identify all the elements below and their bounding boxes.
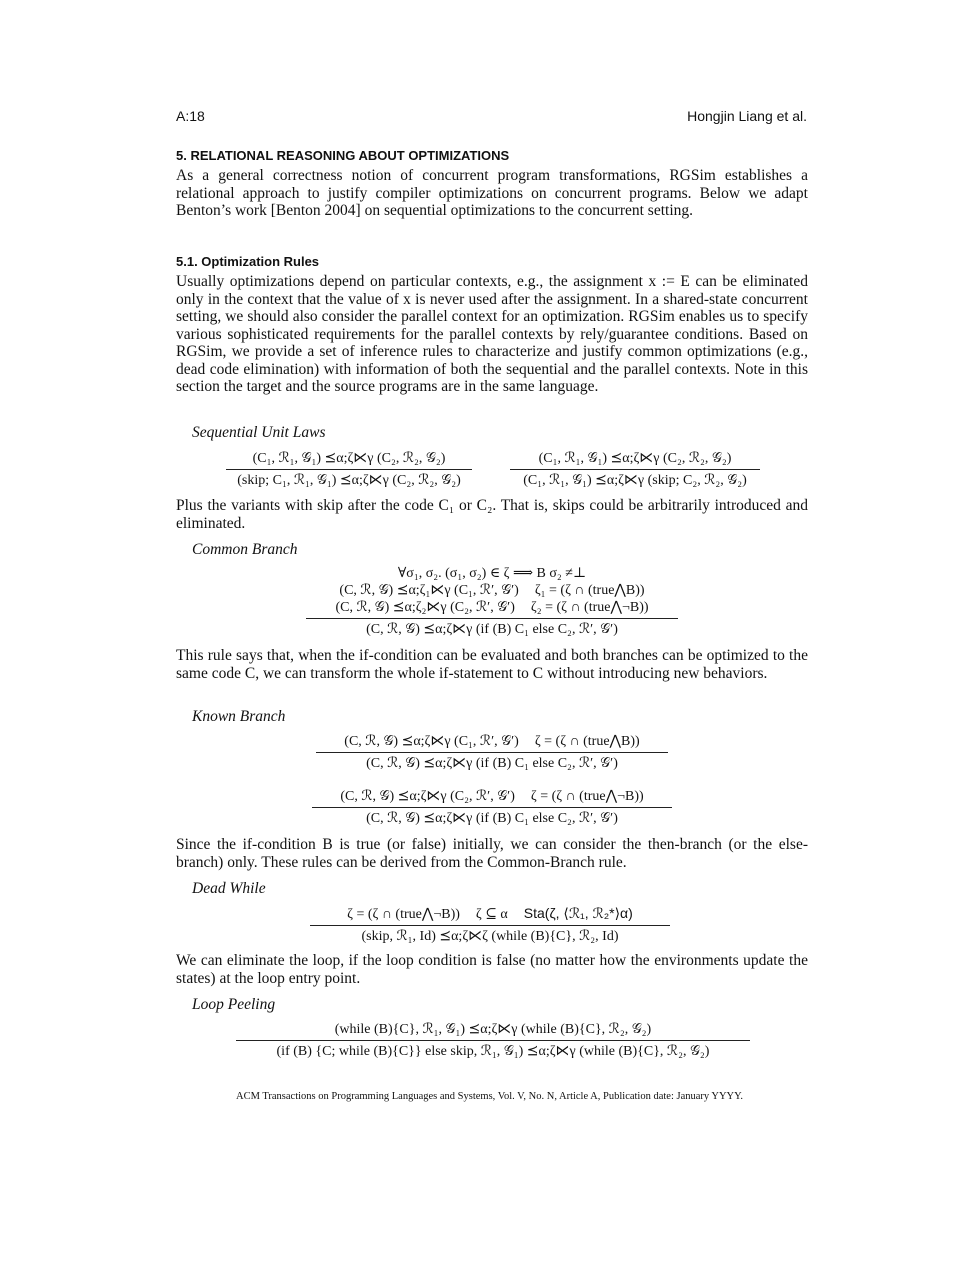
rule-sequential-unit-right: [510, 450, 760, 489]
rule-premise-row: [306, 582, 678, 599]
rule-conclusion: (C, ℛ, 𝒢) ⪯α;ζ⋉γ (if (B) C₁ else C₂, ℛ′, 𝒢′): [366, 756, 618, 771]
rule-conclusion: (C₁, ℛ₁, 𝒢₁) ⪯α;ζ⋉γ (skip; C₂, ℛ₂, 𝒢₂): [523, 473, 747, 488]
rule-name-sequential-unit: Sequential Unit Laws: [192, 424, 326, 441]
rule-sequential-unit-left: [226, 450, 472, 489]
inference-line: [310, 925, 670, 926]
rule-name-dead-while: Dead While: [192, 880, 266, 897]
rule-conclusion: (C, ℛ, 𝒢) ⪯α;ζ⋉γ (if (B) C₁ else C₂, ℛ′, 𝒢′): [366, 622, 618, 637]
rule-loop-peeling: [236, 1021, 750, 1060]
rule-known-branch-false: [312, 788, 672, 827]
rule-dead-while: [310, 905, 670, 945]
page-number: A:18: [176, 108, 205, 124]
rule-known-branch-true: [316, 733, 668, 772]
subsection-body: Usually optimizations depend on particular contexts, e.g., the assignment x := E can be eliminated only in the context that the value of x is never used after the assignment. In a shared-state concurrent setting, we should also consider the parallel context for an optimization. RGSim enables us to specify various sophisticated requirements for the parallel contexts by rely/guarantee conditions. Based on RGSim, we provide a set of inference rules to characterize and justify common optimizations (e.g., dead code elimination) with information of both the sequential and the parallel contexts. Note in this section the target and the source programs are in the same language.: [176, 273, 808, 395]
rule-side-condition: ζ = (ζ ∩ (true⋀B)): [534, 734, 640, 749]
rule-side-condition: ζ₁ = (ζ ∩ (true⋀B)): [534, 583, 645, 598]
paragraph-after-known: Since the if-condition B is true (or false) initially, we can consider the then-branch (or the else-branch) only. These rules can be derived from the Common-Branch rule.: [176, 836, 808, 871]
paragraph-after-dead: We can eliminate the loop, if the loop condition is false (no matter how the environments update the states) at the loop entry point.: [176, 952, 808, 987]
rule-premise-row: [316, 733, 668, 750]
section-title: 5. RELATIONAL REASONING ABOUT OPTIMIZATIONS: [176, 148, 510, 163]
rule-conclusion: (skip; C₁, ℛ₁, 𝒢₁) ⪯α;ζ⋉γ (C₂, ℛ₂, 𝒢₂): [237, 473, 461, 488]
rule-premise: (C, ℛ, 𝒢) ⪯α;ζ₁⋉γ (C₁, ℛ′, 𝒢′): [339, 583, 519, 598]
rule-premise: Sta(ζ, ⟨ℛ₁, ℛ₂*⟩α): [523, 905, 633, 921]
rule-premise: (C₁, ℛ₁, 𝒢₁) ⪯α;ζ⋉γ (C₂, ℛ₂, 𝒢₂): [252, 451, 446, 466]
rule-premise: (while (B){C}, ℛ₁, 𝒢₁) ⪯α;ζ⋉γ (while (B){C}, ℛ₂, 𝒢₂): [334, 1022, 652, 1037]
rule-name-common-branch: Common Branch: [192, 541, 298, 558]
rule-premise: (C, ℛ, 𝒢) ⪯α;ζ⋉γ (C₂, ℛ′, 𝒢′): [340, 789, 515, 804]
paragraph-after-common: This rule says that, when the if-condition can be evaluated and both branches can be optimized to the same code C, we can transform the whole if-statement to C without introducing new behaviors.: [176, 647, 808, 682]
rule-conclusion: (C, ℛ, 𝒢) ⪯α;ζ⋉γ (if (B) C₁ else C₂, ℛ′, 𝒢′): [366, 811, 618, 826]
rule-premise: (C, ℛ, 𝒢) ⪯α;ζ⋉γ (C₁, ℛ′, 𝒢′): [344, 734, 519, 749]
inference-line: [312, 807, 672, 808]
inference-line: [510, 469, 760, 470]
rule-premise: ζ = (ζ ∩ (true⋀¬B)): [347, 907, 460, 922]
rule-common-branch: [306, 565, 678, 638]
rule-premise: (C₁, ℛ₁, 𝒢₁) ⪯α;ζ⋉γ (C₂, ℛ₂, 𝒢₂): [538, 451, 732, 466]
inference-line: [306, 618, 678, 619]
rule-premise-row: [306, 599, 678, 616]
rule-conclusion: (skip, ℛ₁, Id) ⪯α;ζ⋉ζ (while (B){C}, ℛ₂, Id): [361, 929, 619, 944]
rule-premise: (C, ℛ, 𝒢) ⪯α;ζ₂⋉γ (C₂, ℛ′, 𝒢′): [335, 600, 515, 615]
paragraph-after-sequential: Plus the variants with skip after the code C₁ or C₂. That is, skips could be arbitrarily introduced and eliminated.: [176, 497, 808, 532]
inference-line: [236, 1040, 750, 1041]
inference-line: [316, 752, 668, 753]
rule-name-loop-peeling: Loop Peeling: [192, 996, 276, 1013]
running-author: Hongjin Liang et al.: [687, 108, 807, 124]
rule-name-known-branch: Known Branch: [192, 708, 286, 725]
section-intro: As a general correctness notion of concurrent program transformations, RGSim establishes a relational approach to justify compiler optimizations on concurrent programs. Below we adapt Benton’s work [Benton 2004] on sequential optimizations to the concurrent setting.: [176, 167, 808, 219]
rule-side-condition: ζ₂ = (ζ ∩ (true⋀¬B)): [530, 600, 649, 615]
inference-line: [226, 469, 472, 470]
rule-side-condition: ζ = (ζ ∩ (true⋀¬B)): [530, 789, 644, 804]
rule-premise: ∀σ₁, σ₂. (σ₁, σ₂) ∈ ζ ⟹ B σ₂ ≠⊥: [397, 566, 587, 581]
rule-conclusion: (if (B) {C; while (B){C}} else skip, ℛ₁, 𝒢₁) ⪯α;ζ⋉γ (while (B){C}, ℛ₂, 𝒢₂): [276, 1044, 710, 1059]
rule-premise: ζ ⊆ α: [475, 907, 508, 922]
page-footer: ACM Transactions on Programming Languages and Systems, Vol. V, No. N, Article A, Publication date: January YYYY.: [236, 1091, 743, 1102]
subsection-title: 5.1. Optimization Rules: [176, 254, 320, 269]
rule-premise-row: [310, 905, 670, 923]
rule-premise-row: [312, 788, 672, 805]
